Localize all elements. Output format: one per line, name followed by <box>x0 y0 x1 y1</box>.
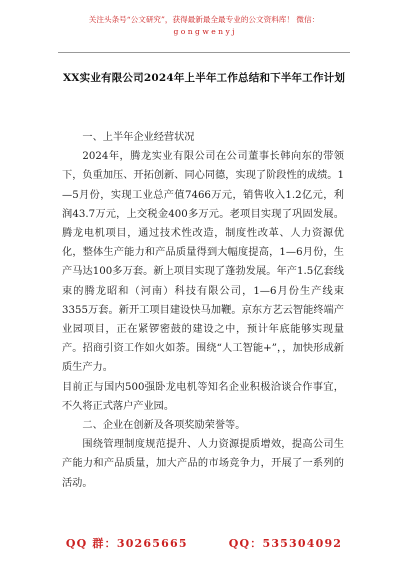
promo-header-line2: g o n g w e n y j <box>173 27 235 36</box>
body-paragraph-2: 围绕管理制度规范提升、人力资源提质增效，提高公司生产能力和产品质量，加大产品的市场竞争力，开展了一系列的活动。 <box>62 439 344 489</box>
body-paragraph-continuation: 目前正与国内500强卧龙电机等知名企业积极洽谈合作事宜，不久将正式落户产业园。 <box>62 381 344 412</box>
promo-header <box>0 14 408 38</box>
document-title: XX实业有限公司2024年上半年工作总结和下半年工作计划 <box>62 72 346 84</box>
qq-number: QQ：535304092 <box>228 537 343 550</box>
contact-footer <box>0 535 408 551</box>
document-body <box>62 118 344 493</box>
promo-header-line1: 关注头条号“公文研究”，获得最新最全最专业的公文资料库！ 微信： <box>88 15 320 24</box>
qq-group-number: QQ 群：30265665 <box>65 537 188 550</box>
section-heading-2: 二、企业在创新及各项奖励荣誉等。 <box>82 420 246 432</box>
header-divider <box>58 52 350 53</box>
body-paragraph-1: 2024年，腾龙实业有限公司在公司董事长韩向东的带领下，负重加压、开拓创新、同心同德，实现了阶段性的成绩。1—5月份，实现工业总产值7466万元，销售收入1.2亿元，利润43.7万元，上交税金400多万元。老项目实现了巩固发展。腾龙电机项目，通过技术性改造，制度性改革、人力资源优化，整体生产能力和产品质量得到大幅度提高，1—6月份，生产马达100多万套。新上项目实现了蓬勃发展。年产1.5亿套线束的腾龙昭和（河南）科技有限公司，1—6月份生产线束3355万套。新开工项目建设快马加鞭。京东方艺云智能终端产业园项目，正在紧锣密鼓的建设之中，预计年底能够实现量产。招商引资工作如火如荼。围绕“人工智能+”，，加快形成新质生产力。 <box>62 151 344 374</box>
section-heading-1: 一、上半年企业经营状况 <box>82 132 195 143</box>
